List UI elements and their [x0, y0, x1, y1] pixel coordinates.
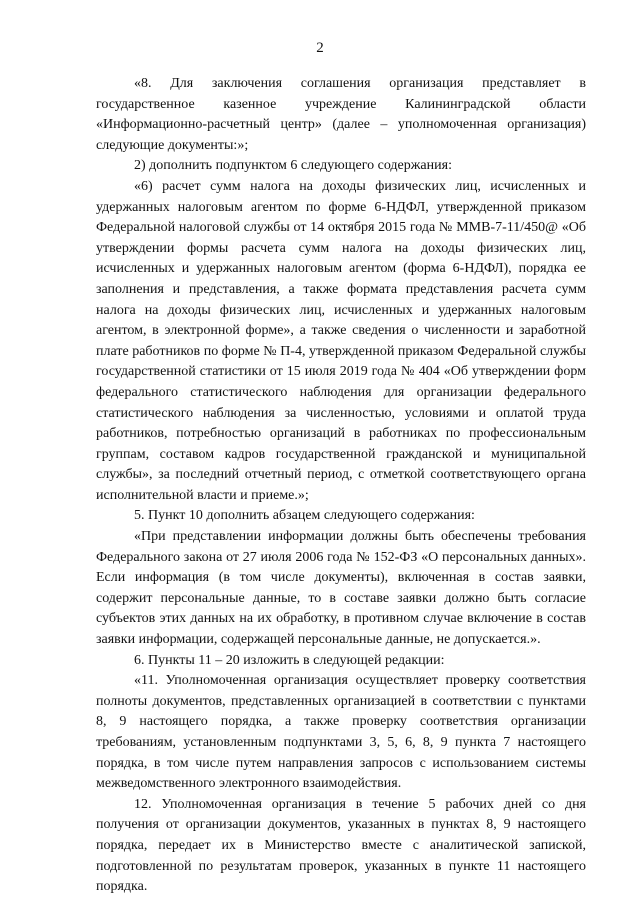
paragraph-subitem-6-text: «6) расчет сумм налога на доходы физических лиц, исчисленных и удержанных налоговым агентом по форме 6-НДФЛ, утвержденной приказом Федеральной налоговой службы от 14 октября 2015 года № ММВ-7-11/450@ «Об утверждении формы расчета сумм налога на доходы физических лиц, исчисленных и удержанных налоговым агентом (форма 6-НДФЛ), порядка ее заполнения и представления, а также формата представления расчета сумм налога на доходы физических лиц, исчисленных и удержанных налоговым агентом, в электронной форме», а также сведения о численности и заработной плате работников по форме № П-4, утвержденной приказом Федеральной службы государственной статистики от 15 июля 2019 года № 404 «Об утверждении форм федерального статистического наблюдения для организации федерального статистического наблюдения за численностью, условиями и оплатой труда работников, потребностью организаций в работниках по профессиональным группам, составом кадров государственной гражданской и муниципальной службы», за последний отчетный период, с отметкой соответствующего органа исполнительной власти и приеме.»; [96, 178, 586, 503]
paragraph-item-11: «11. Уполномоченная организация осуществляет проверку соответствия полноты документов, представленных организацией в соответствии с пунктами 8, 9 настоящего порядка, а также проверку соответствия организации требованиям, установленным подпунктами 3, 5, 6, 8, 9 пункта 7 настоящего порядка, в том числе путем направления запросов с использованием системы межведомственного электронного взаимодействия. [96, 673, 586, 792]
document-body [96, 74, 586, 898]
paragraph-item-12: 12. Уполномоченная организация в течение 5 рабочих дней со дня получения от организации документов, указанных в пунктах 8, 9 настоящего порядка, передает их в Министерство вместе с аналитической запиской, подготовленной по результатам проверок, указанных в пункте 11 настоящего порядка. [96, 796, 586, 895]
paragraph-amend-subitem-6: 2) дополнить подпунктом 6 следующего содержания: [134, 158, 452, 174]
paragraph-amend-items-11-20: 6. Пункты 11 – 20 изложить в следующей редакции: [134, 652, 445, 668]
paragraph-amend-item-10: 5. Пункт 10 дополнить абзацем следующего содержания: [134, 508, 475, 524]
paragraph-item-8-intro: «8. Для заключения соглашения организация представляет в государственное казенное учреждение Калининградской области «Информационно-расчетный центр» (далее – уполномоченная организация) следующие документы:»; [96, 76, 586, 153]
page-number: 2 [316, 40, 324, 56]
paragraph-personal-data: «При представлении информации должны быть обеспечены требования Федерального закона от 27 июля 2006 года № 152-ФЗ «О персональных данных». Если информация (в том числе документы), включенная в состав заявки, содержит персональные данные, то в составе заявки должно быть согласие субъектов этих данных на их обработку, в противном случае включение в состав заявки информации, содержащей персональные данные, не допускается.». [96, 529, 586, 648]
